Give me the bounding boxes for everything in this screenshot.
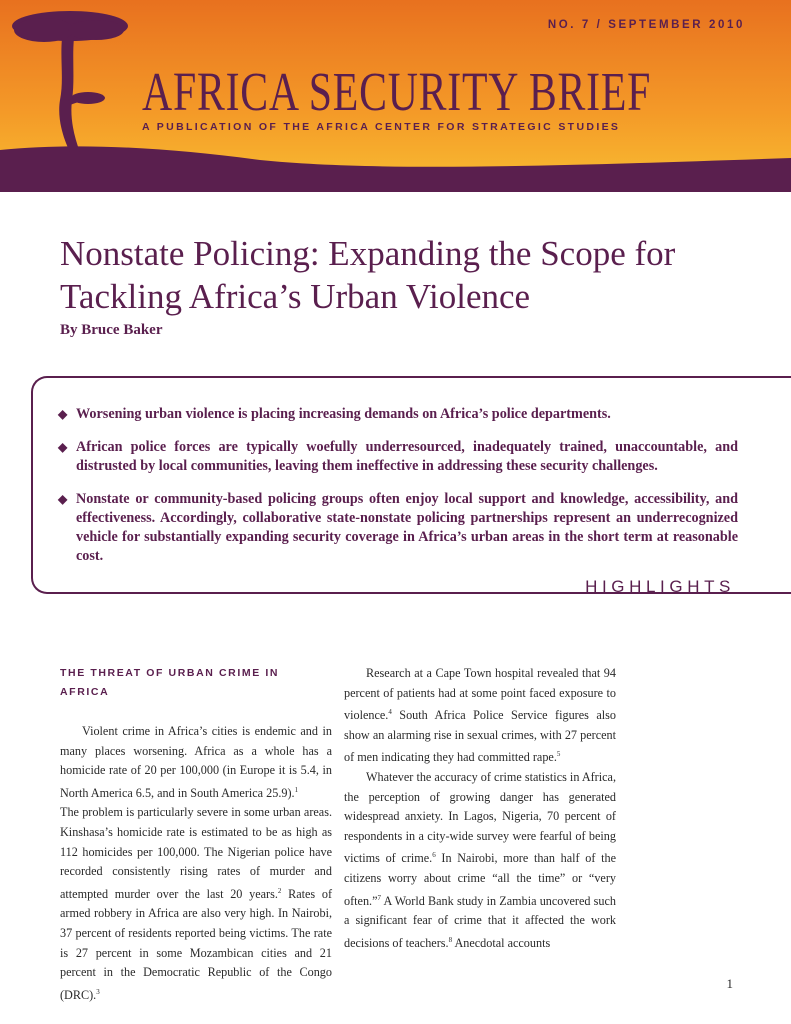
body-column-right [344, 664, 616, 954]
highlight-item [58, 405, 738, 424]
section-heading: THE THREAT OF URBAN CRIME IN AFRICA [60, 667, 280, 698]
footnote-ref: 5 [556, 750, 561, 759]
highlight-text: Worsening urban violence is placing increasing demands on Africa’s police departments. [76, 406, 611, 422]
diamond-bullet-icon: ◆ [58, 492, 68, 506]
footnote-ref: 3 [96, 987, 100, 996]
footnote-ref: 4 [388, 708, 392, 717]
footnote-ref: 6 [432, 851, 436, 860]
body-paragraph: Research at a Cape Town hospital revealed that 94 percent of patients had at some point faced exposure to violence.$^4$ South Africa Police Service figures also show an alarming rise in sexual crimes, with 27 percent of men indicating they had committed rape.$^5$ [344, 666, 616, 765]
footnote-ref: 8 [448, 935, 453, 944]
masthead-banner [0, 0, 791, 205]
diamond-bullet-icon: ◆ [58, 407, 68, 421]
highlight-item [58, 490, 738, 566]
highlight-text: Nonstate or community-based policing groups often enjoy local support and knowledge, accessibility, and effectiveness. Accordingly, collaborative state-nonstate policing partnerships represent an underrecognized vehicle for substantially expanding security coverage in Africa’s urban areas in the short term at reasonable cost. [76, 491, 738, 564]
issue-number: NO. 7 / SEPTEMBER 2010 [547, 19, 745, 31]
highlights-list [58, 405, 738, 580]
footnote-ref: 2 [277, 886, 282, 895]
body-paragraph: Violent crime in Africa’s cities is endemic and in many places worsening. Africa as a whole has a homicide rate of 20 per 100,000 (in Europe it is 5.4, in North America 6.5, and in South America 25.9).$^1$ [60, 724, 332, 800]
footnote-ref: 7 [377, 893, 381, 902]
body-column-left [60, 664, 332, 1006]
publication-tagline: A PUBLICATION OF THE AFRICA CENTER FOR STRATEGIC STUDIES [142, 121, 621, 133]
article-title: Nonstate Policing: Expanding the Scope for Tackling Africa’s Urban Violence [60, 234, 676, 316]
body-paragraph: Whatever the accuracy of crime statistics in Africa, the perception of growing danger has generated widespread anxiety. In Lagos, Nigeria, 70 percent of respondents in a city-wide survey were fearful of being victims of crime.$^6$ In Nairobi, more than half of the citizens worry about crime “all the time” or “very often.”$^7$ A World Bank study in Zambia uncovered such a significant fear of crime that it affected the work decisions of teachers.$^8$ Anecdotal accounts [344, 770, 616, 951]
highlight-item [58, 438, 738, 476]
page-number: 1 [726, 976, 733, 991]
diamond-bullet-icon: ◆ [58, 440, 68, 454]
publication-title: AFRICA SECURITY BRIEF [142, 61, 652, 122]
highlights-label: HIGHLIGHTS [585, 577, 735, 596]
footnote-ref: 1 [294, 785, 299, 794]
highlight-text: African police forces are typically woefully underresourced, inadequately trained, unaccountable, and distrusted by local communities, leaving them ineffective in addressing these security challenges. [76, 439, 738, 474]
article-byline: By Bruce Baker [60, 322, 163, 338]
body-paragraph: The problem is particularly severe in some urban areas. Kinshasa’s homicide rate is estimated to be as high as 112 homicides per 100,000. The Nigerian police have recorded consistently rising rates of murder and attempted murder over the last 20 years.$^2$ Rates of armed robbery in Africa are also very high. In Nairobi, 37 percent of residents reported being victims. The rate is 27 percent in some Mozambican cities and 21 percent in the Democratic Republic of the Congo (DRC).$^3$ [60, 805, 333, 1002]
